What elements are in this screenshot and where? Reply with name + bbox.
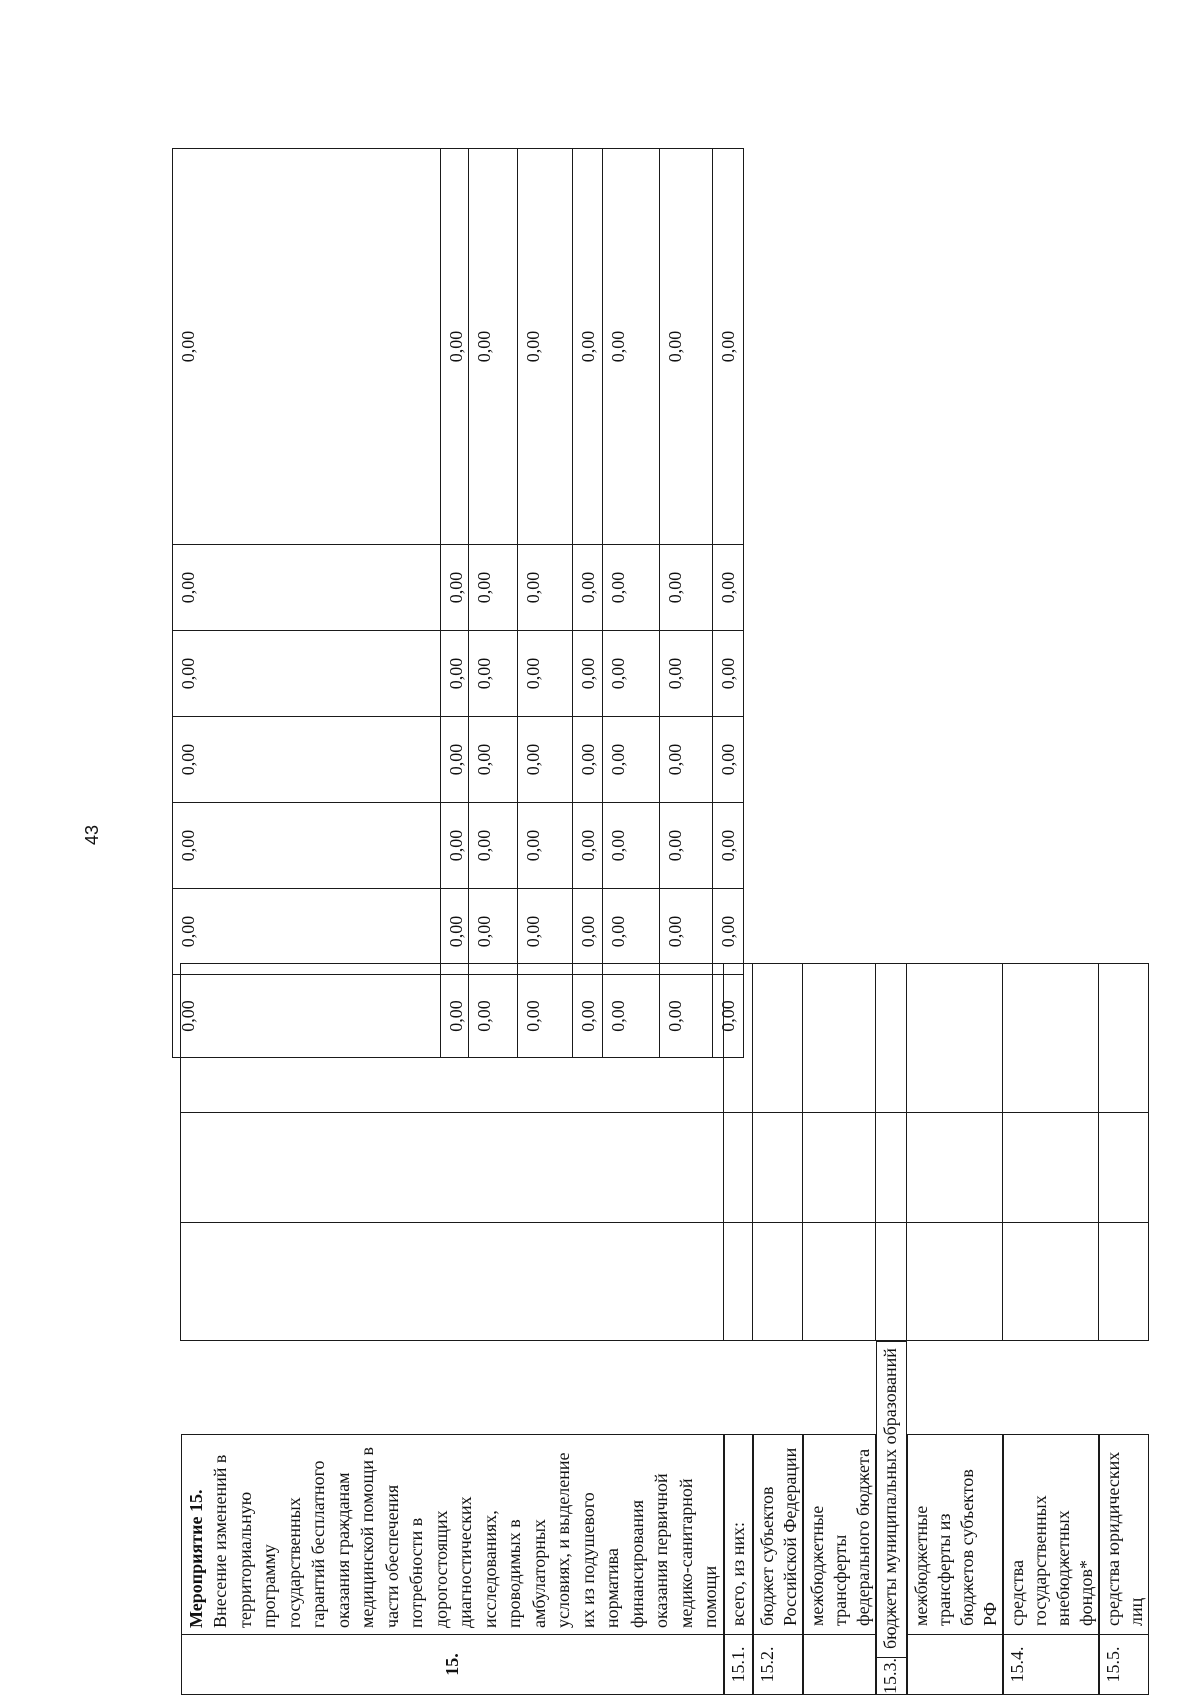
empty-cell [181,1223,724,1341]
empty-cell [1003,1113,1099,1223]
row-inner [724,1434,753,1695]
empty-cell [803,1113,876,1223]
row-inner-row [907,1435,1002,1695]
value-cell: 0,00 [660,631,713,717]
value-cell: 0,00 [469,717,518,803]
empty-cell [1099,964,1149,1113]
value-cell: 0,00 [518,149,573,545]
row-inner [1003,1434,1099,1695]
table-row [603,149,660,1058]
row-label: средства государственных внебюджетных фондов* [1003,1435,1098,1635]
table-row-measure [181,964,724,1695]
value-cell: 0,00 [469,631,518,717]
row-number: 15.4. [1003,1635,1098,1695]
value-cell: 0,00 [469,149,518,545]
value-cell: 0,00 [441,803,469,889]
value-cell: 0,00 [469,545,518,631]
row-inner [1099,1434,1149,1695]
value-cell: 0,00 [173,717,441,803]
value-cell: 0,00 [469,889,518,975]
measure-label-cell [181,1341,724,1695]
empty-cell [907,1113,1003,1223]
value-cell: 0,00 [660,803,713,889]
value-cell: 0,00 [469,975,518,1058]
empty-cell [907,1223,1003,1341]
value-cell: 0,00 [713,717,744,803]
value-cell: 0,00 [518,631,573,717]
table-row [441,149,469,1058]
table-row [724,964,753,1695]
value-cell: 0,00 [173,975,441,1058]
row-label: всего, из них: [724,1435,752,1635]
value-cell: 0,00 [713,803,744,889]
measure-number: 15. [181,1635,723,1695]
empty-cell [724,964,753,1113]
value-cell: 0,00 [518,975,573,1058]
measure-title [181,1435,723,1635]
value-cell: 0,00 [603,545,660,631]
value-cell: 0,00 [713,975,744,1058]
table-row [518,149,573,1058]
measure-inner-row [181,1435,723,1695]
empty-cell [181,964,724,1113]
row-label-cell [803,1341,876,1695]
row-label-cell [724,1341,753,1695]
row-inner-row [724,1435,752,1695]
measure-title-bold: Мероприятие 15. [185,1489,206,1628]
row-inner-row [1003,1435,1098,1695]
value-cell: 0,00 [518,545,573,631]
empty-cell [724,1113,753,1223]
value-cell: 0,00 [603,717,660,803]
value-cell: 0,00 [518,717,573,803]
row-inner-row [1099,1435,1148,1695]
row-label: бюджеты муниципальных образований [876,1342,906,1658]
value-cell: 0,00 [603,975,660,1058]
page-number: 43 [82,824,102,846]
value-cell: 0,00 [603,149,660,545]
empty-cell [907,964,1003,1113]
table-row [753,964,803,1695]
empty-cell [1099,1113,1149,1223]
value-cell: 0,00 [603,803,660,889]
value-cell: 0,00 [660,889,713,975]
row-label-cell [876,1341,907,1695]
row-number: 15.5. [1099,1635,1148,1695]
table-row [573,149,603,1058]
row-inner-row [753,1435,802,1695]
value-cell: 0,00 [573,889,603,975]
row-inner [753,1434,803,1695]
row-number: 15.2. [753,1635,802,1695]
value-cell: 0,00 [441,631,469,717]
value-cell: 0,00 [603,631,660,717]
row-number: 15.1. [724,1635,752,1695]
value-cell: 0,00 [660,149,713,545]
measure-table [180,963,1149,1695]
value-cell: 0,00 [518,803,573,889]
empty-cell [1003,964,1099,1113]
value-cell: 0,00 [713,889,744,975]
value-cell: 0,00 [573,975,603,1058]
measure-inner [181,1434,724,1695]
empty-cell [803,964,876,1113]
value-cell: 0,00 [603,889,660,975]
value-cell: 0,00 [660,717,713,803]
value-cell: 0,00 [173,803,441,889]
table-row [803,964,876,1695]
empty-cell [1099,1223,1149,1341]
value-cell: 0,00 [660,975,713,1058]
empty-cell [876,964,907,1113]
value-cell: 0,00 [173,149,441,545]
row-label: межбюджетные трансферты федерального бюджета [803,1435,875,1635]
measure-title-text: Внесение изменений в территориальную программу государственных гарантий бесплатного оказания гражданам медицинской помощи в части обеспечения потребности в дорогостоящих диагностических исследованиях, проводимых в амбулаторных условиях, и выделение их из подушевого норматива финансирования оказания первичной медико-санитарной помощи [210,1447,720,1628]
row-number: 15.3. [876,1658,906,1695]
value-cell: 0,00 [173,889,441,975]
value-cell: 0,00 [573,149,603,545]
value-cell: 0,00 [573,545,603,631]
row-inner [803,1434,876,1695]
value-cell: 0,00 [441,975,469,1058]
table-row [469,149,518,1058]
value-cell: 0,00 [660,545,713,631]
row-inner [907,1434,1003,1695]
empty-cell [803,1223,876,1341]
value-cell: 0,00 [713,545,744,631]
value-cell: 0,00 [518,889,573,975]
value-cell: 0,00 [573,717,603,803]
value-cell: 0,00 [713,631,744,717]
table-row [876,964,907,1695]
values-table [172,148,744,1058]
row-label-cell [1003,1341,1099,1695]
value-cell: 0,00 [573,803,603,889]
row-inner [876,1341,907,1695]
empty-cell [876,1113,907,1223]
row-number [803,1635,875,1695]
table-row [1099,964,1149,1695]
empty-cell [1003,1223,1099,1341]
value-cell: 0,00 [173,631,441,717]
empty-cell [724,1223,753,1341]
value-cell: 0,00 [469,803,518,889]
row-label-cell [1099,1341,1149,1695]
table-row [907,964,1003,1695]
row-number [907,1635,1002,1695]
value-cell: 0,00 [173,545,441,631]
table-row-measure-values [173,149,441,1058]
value-cell: 0,00 [713,149,744,545]
empty-cell [181,1113,724,1223]
value-cell: 0,00 [573,631,603,717]
row-label-cell [907,1341,1003,1695]
table-row [713,149,744,1058]
empty-cell [876,1223,907,1341]
empty-cell [753,1113,803,1223]
table-row [660,149,713,1058]
table-row [1003,964,1099,1695]
row-inner-row [876,1342,906,1695]
value-cell: 0,00 [441,149,469,545]
row-label: средства юридических лиц [1099,1435,1148,1635]
empty-cell [753,1223,803,1341]
value-cell: 0,00 [441,717,469,803]
value-cell: 0,00 [441,545,469,631]
row-label-cell [753,1341,803,1695]
row-label: межбюджетные трансферты из бюджетов субъектов РФ [907,1435,1002,1635]
row-inner-row [803,1435,875,1695]
empty-cell [753,964,803,1113]
value-cell: 0,00 [441,889,469,975]
row-label: бюджет субъектов Российской Федерации [753,1435,802,1635]
